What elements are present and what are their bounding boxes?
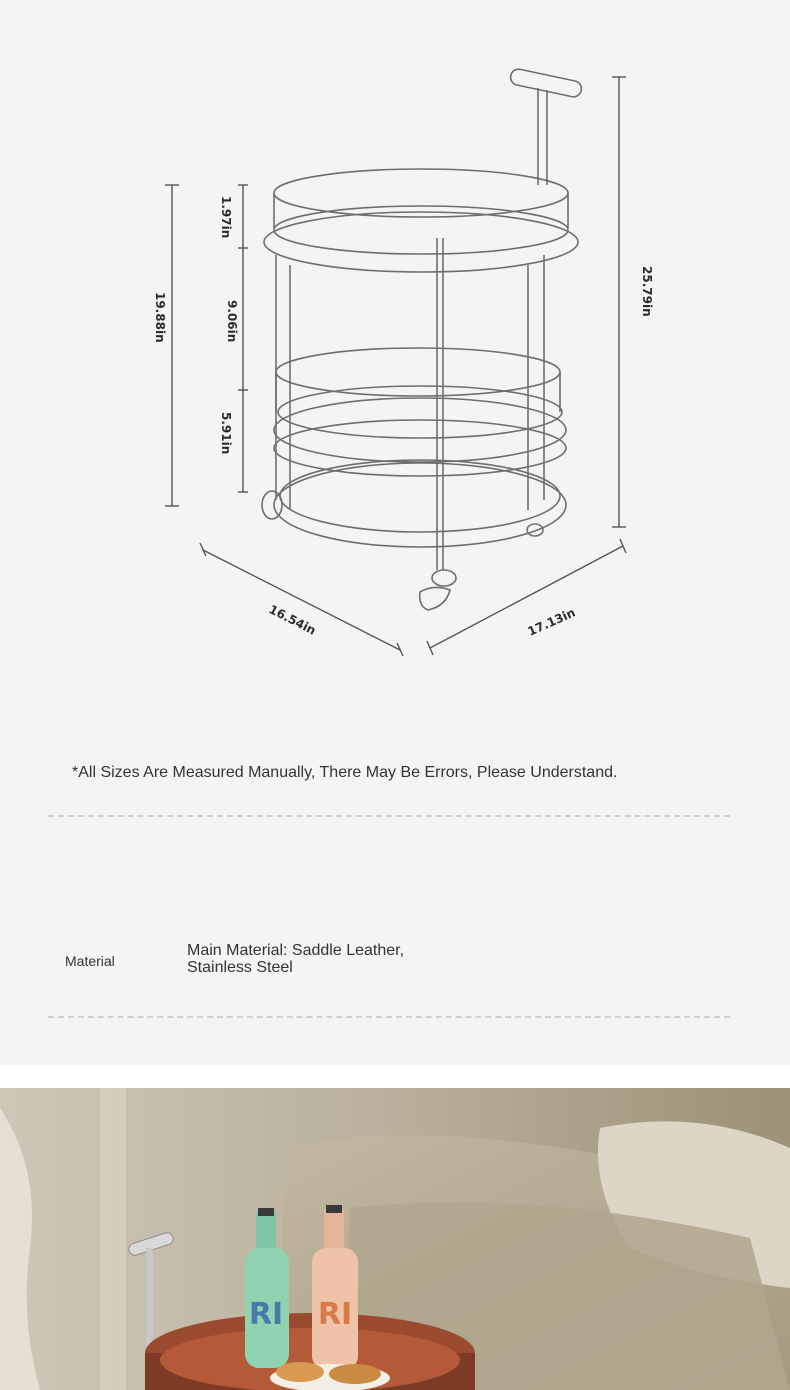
measurement-note: *All Sizes Are Measured Manually, There May Be Errors, Please Understand. [72,764,618,781]
wall-panel [100,1088,126,1390]
wheels [262,491,543,610]
spec-material-value-line1: Main Material: Saddle Leather, [187,942,405,959]
bottom-tray [274,460,566,547]
bottle-left-label: RI [248,1297,284,1332]
dim-top-tray-height: 1.97in [219,196,233,239]
top-tray [264,169,578,272]
spec-material-value-line2: Stainless Steel [187,959,293,976]
spec-material-label: Material [65,953,115,969]
divider-top [48,815,730,817]
dim-lower-tray-height: 5.91in [219,412,233,455]
handle [509,68,583,185]
dim-body-height: 19.88in [153,292,167,343]
lifestyle-photo-art [0,1088,790,1390]
spec-material-value [187,942,487,976]
dim-depth: 16.54in [266,602,319,638]
lifestyle-photo [0,1088,790,1390]
dim-width: 17.13in [525,605,578,639]
divider-bottom [48,1016,730,1018]
bottle-right-label: RI [317,1297,353,1332]
dim-total-height: 25.79in [640,266,654,317]
dim-shelf-gap: 9.06in [225,300,239,343]
middle-tray [274,348,566,476]
cart-drawing [262,68,583,610]
